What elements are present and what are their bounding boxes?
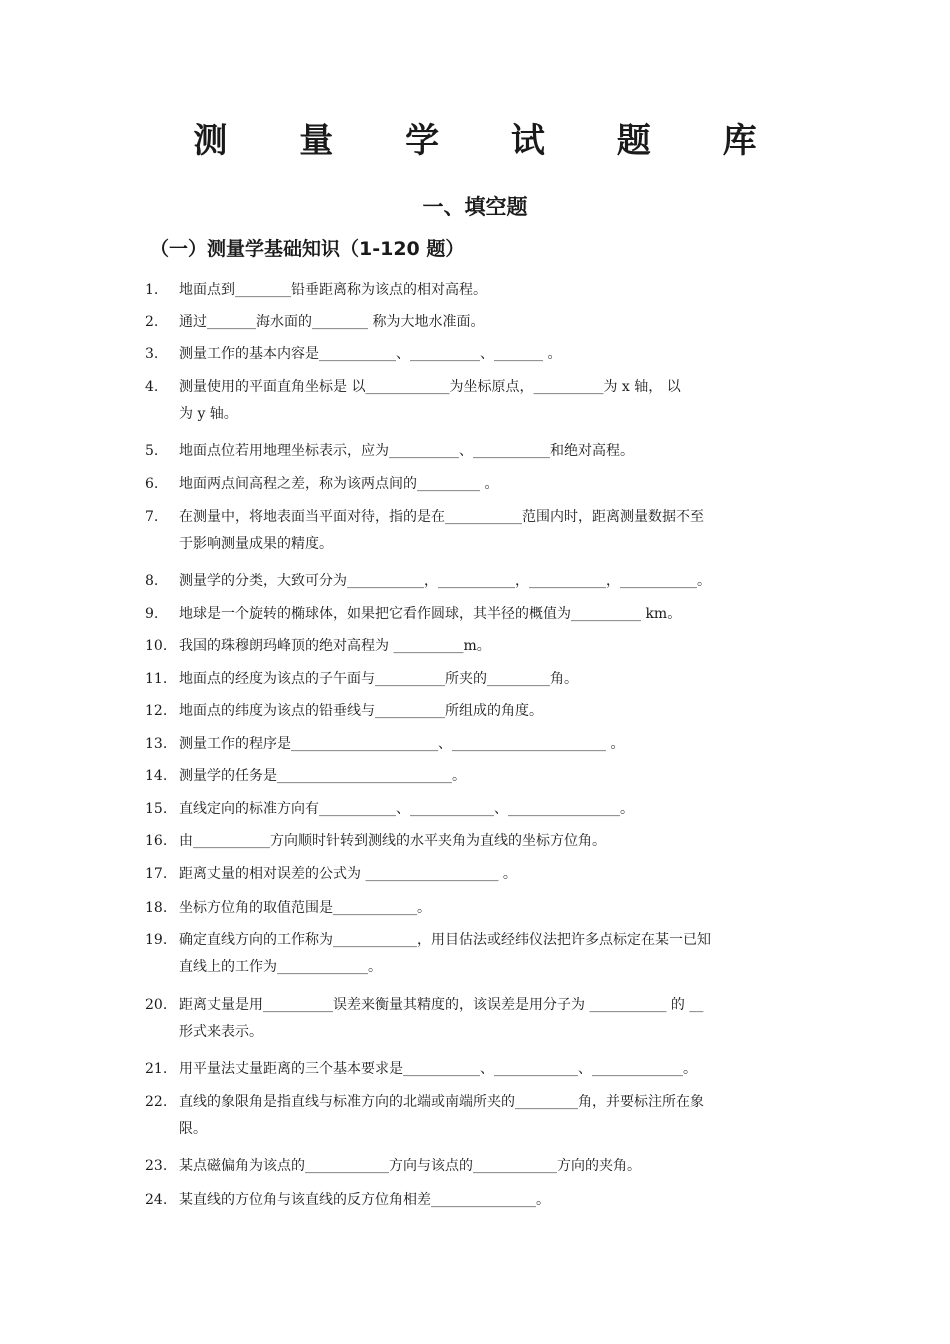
question-text-continued: 为 y 轴。 xyxy=(179,406,238,422)
question-text: 地面点位若用地理坐标表示，应为__________、___________和绝对高程。 xyxy=(179,443,634,459)
question-text: 坐标方位角的取值范围是____________。 xyxy=(179,900,431,916)
question-text: 测量学的任务是_________________________。 xyxy=(179,768,466,784)
question-text: 由___________方向顺时针转到测线的水平夹角为直线的坐标方位角。 xyxy=(179,833,606,849)
question-text: 某点磁偏角为该点的____________方向与该点的____________方向的夹角。 xyxy=(179,1158,641,1174)
question-number: 7. xyxy=(145,509,159,525)
question-text: 测量使用的平面直角坐标是 以____________为坐标原点，__________为 x 轴， 以 xyxy=(179,379,681,395)
question-number: 15. xyxy=(145,801,168,817)
question-number: 3. xyxy=(145,346,159,362)
question-text: 测量工作的基本内容是___________、__________、_______ 。 xyxy=(179,346,562,362)
question-number: 20. xyxy=(145,997,168,1013)
question-text-continued: 限。 xyxy=(179,1121,207,1137)
question-text: 通过_______海水面的________ 称为大地水准面。 xyxy=(179,314,485,330)
question-number: 2. xyxy=(145,314,159,330)
question-text: 距离丈量是用__________误差来衡量其精度的，该误差是用分子为 ___________ 的 __ xyxy=(179,997,704,1013)
question-number: 21. xyxy=(145,1061,168,1077)
question-number: 4. xyxy=(145,379,159,395)
question-text: 某直线的方位角与该直线的反方位角相差_______________。 xyxy=(179,1192,550,1208)
question-text: 测量工作的程序是_____________________、______________________ 。 xyxy=(179,736,625,752)
page-title: 测 量 学 试 题 库 xyxy=(193,121,787,161)
question-text: 直线定向的标准方向有___________、____________、________________。 xyxy=(179,801,634,817)
question-number: 10. xyxy=(145,638,168,654)
question-number: 9. xyxy=(145,606,159,622)
question-text: 我国的珠穆朗玛峰顶的绝对高程为 __________m。 xyxy=(179,638,491,654)
question-number: 22. xyxy=(145,1094,168,1110)
question-text-continued: 于影响测量成果的精度。 xyxy=(179,536,333,552)
question-text: 直线的象限角是指直线与标准方向的北端或南端所夹的_________角，并要标注所在象 xyxy=(179,1094,704,1110)
question-text: 地面两点间高程之差，称为该两点间的_________ 。 xyxy=(179,476,499,492)
question-number: 14. xyxy=(145,768,168,784)
question-number: 12. xyxy=(145,703,168,719)
question-number: 16. xyxy=(145,833,168,849)
subsection-heading: （一）测量学基础知识（1-120 题） xyxy=(150,238,465,260)
section-heading: 一、填空题 xyxy=(422,195,528,219)
question-number: 17. xyxy=(145,866,168,882)
question-text: 地面点的纬度为该点的铅垂线与__________所组成的角度。 xyxy=(179,703,543,719)
question-number: 23. xyxy=(145,1158,168,1174)
question-text: 确定直线方向的工作称为____________，用目估法或经纬仪法把许多点标定在某一已知 xyxy=(179,932,711,948)
question-number: 5. xyxy=(145,443,159,459)
question-text: 用平量法丈量距离的三个基本要求是___________、____________、_____________。 xyxy=(179,1061,697,1077)
question-text: 距离丈量的相对误差的公式为 ___________________ 。 xyxy=(179,866,517,882)
question-number: 19. xyxy=(145,932,168,948)
question-number: 1. xyxy=(145,282,159,298)
question-text: 测量学的分类，大致可分为___________，___________，___________，___________。 xyxy=(179,573,711,589)
question-text: 地球是一个旋转的椭球体，如果把它看作圆球，其半径的概值为__________ km。 xyxy=(179,606,682,622)
question-text: 地面点的经度为该点的子午面与__________所夹的_________角。 xyxy=(179,671,578,687)
question-number: 18. xyxy=(145,900,168,916)
question-number: 8. xyxy=(145,573,159,589)
question-text-continued: 直线上的工作为_____________。 xyxy=(179,959,382,975)
question-text: 地面点到________铅垂距离称为该点的相对高程。 xyxy=(179,282,487,298)
question-number: 24. xyxy=(145,1192,168,1208)
question-text-continued: 形式来表示。 xyxy=(179,1024,263,1040)
question-number: 11. xyxy=(145,671,168,687)
question-text: 在测量中，将地表面当平面对待，指的是在___________范围内时，距离测量数据不至 xyxy=(179,509,704,525)
question-number: 13. xyxy=(145,736,168,752)
question-number: 6. xyxy=(145,476,159,492)
